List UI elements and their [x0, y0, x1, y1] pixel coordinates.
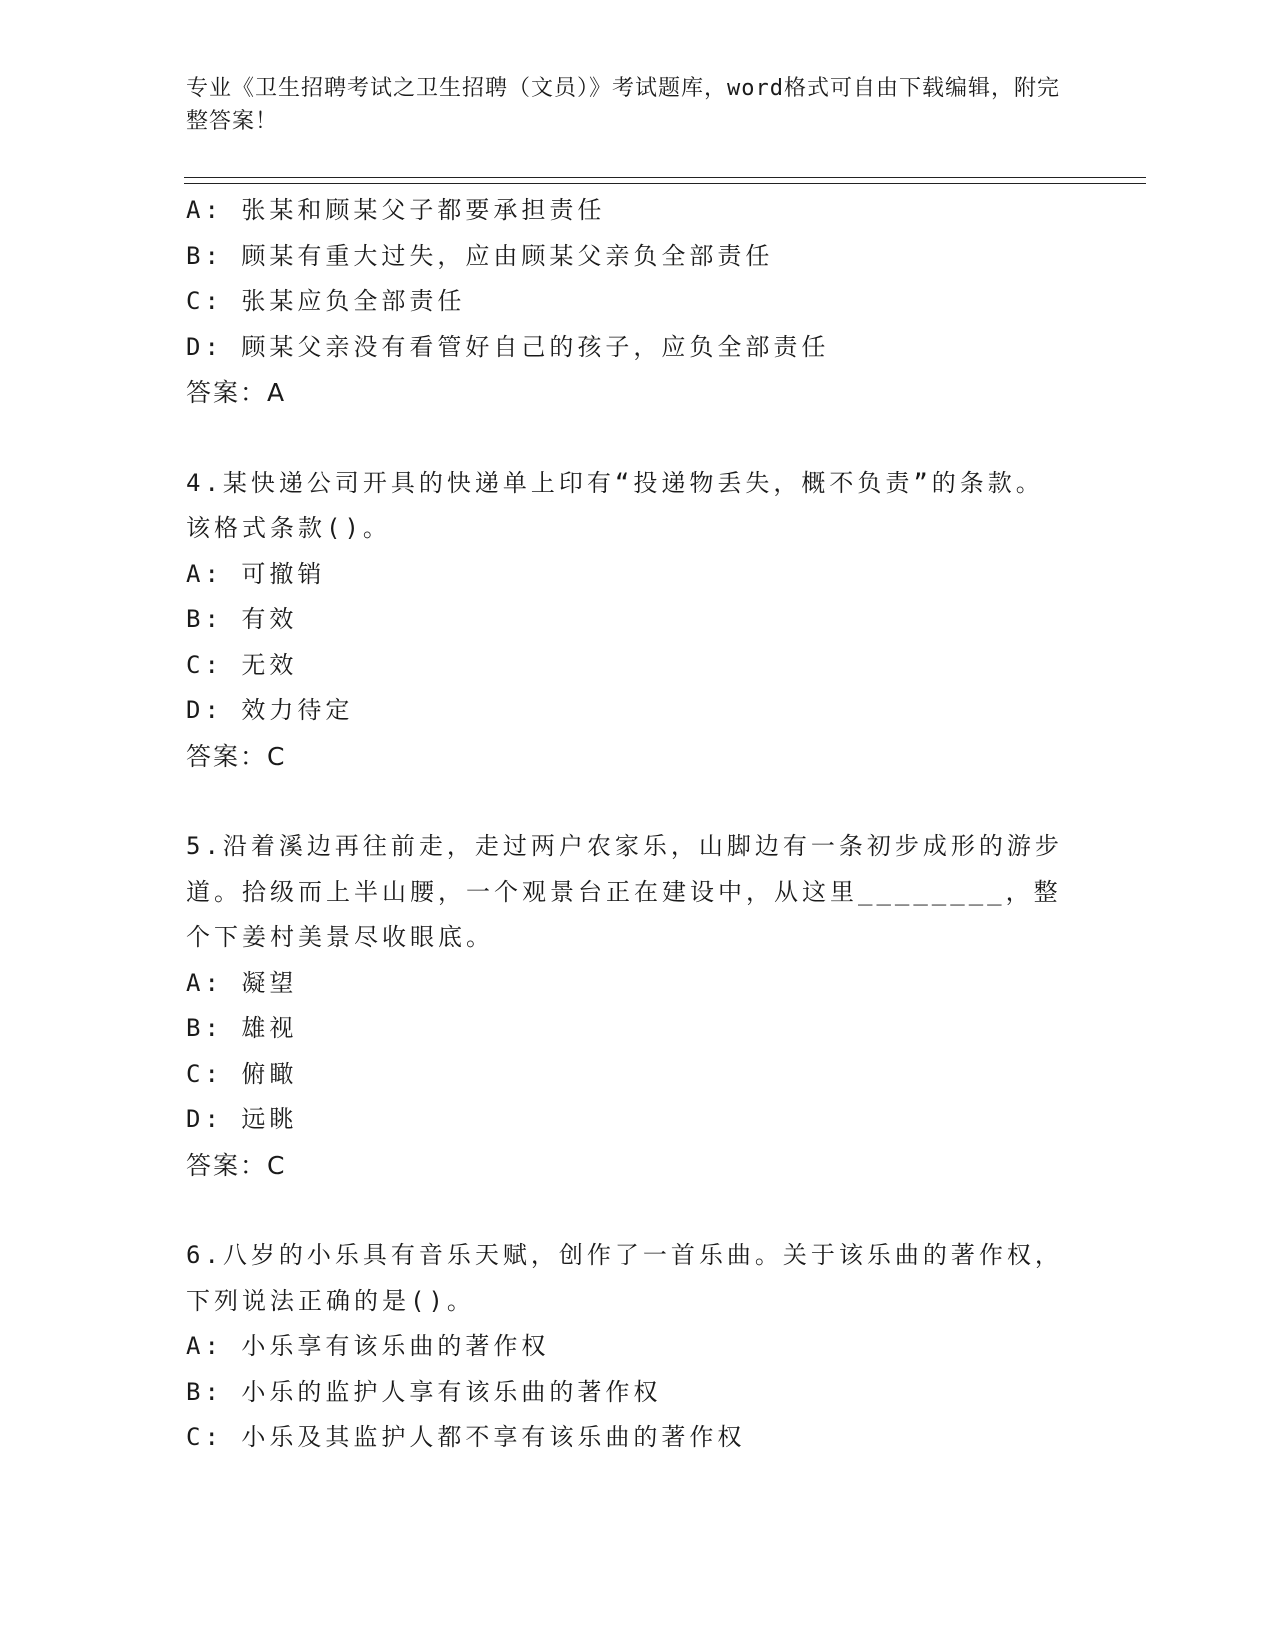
spacer	[186, 779, 1066, 824]
option-b: B: 有效	[186, 605, 298, 633]
answer-line: 答案：A	[186, 378, 287, 407]
option-b: B: 雄视	[186, 1014, 298, 1042]
option-c: C: 张某应负全部责任	[186, 287, 466, 315]
option-b: B: 小乐的监护人享有该乐曲的著作权	[186, 1377, 662, 1406]
header-divider-bottom	[184, 183, 1146, 184]
question-list	[186, 188, 1066, 1461]
question-6-block	[186, 1233, 1066, 1461]
option-a: A: 可撤销	[186, 559, 326, 588]
option-a: A: 凝望	[186, 968, 298, 997]
option-c: C: 无效	[186, 650, 298, 679]
spacer	[186, 1188, 1066, 1233]
question-4-block	[186, 461, 1066, 780]
question-3-block	[186, 188, 1066, 416]
option-a: A: 小乐享有该乐曲的著作权	[186, 1332, 550, 1360]
option-d: D: 效力待定	[186, 696, 354, 724]
option-a: A: 张某和顾某父子都要承担责任	[186, 196, 606, 224]
option-d: D: 顾某父亲没有看管好自己的孩子，应负全部责任	[186, 332, 830, 361]
option-c: C: 俯瞰	[186, 1059, 298, 1088]
spacer	[186, 416, 1066, 461]
option-b: B: 顾某有重大过失，应由顾某父亲负全部责任	[186, 241, 774, 270]
question-stem: 4.某快递公司开具的快递单上印有“投递物丢失，概不负责”的条款。该格式条款()。	[186, 468, 1044, 542]
option-d: D: 远眺	[186, 1105, 298, 1133]
question-5-block	[186, 824, 1066, 1188]
header-divider-top	[184, 177, 1146, 178]
document-header: 专业《卫生招聘考试之卫生招聘（文员）》考试题库，word格式可自由下载编辑，附完整答案！	[186, 76, 1060, 134]
answer-line: 答案：C	[186, 741, 287, 771]
question-stem: 6.八岁的小乐具有音乐天赋，创作了一首乐曲。关于该乐曲的著作权，下列说法正确的是()。	[186, 1241, 1063, 1315]
question-stem: 5.沿着溪边再往前走，走过两户农家乐，山脚边有一条初步成形的游步道。拾级而上半山腰，一个观景台正在建设中，从这里________，整个下姜村美景尽收眼底。	[186, 832, 1063, 951]
answer-line: 答案：C	[186, 1150, 287, 1180]
option-c: C: 小乐及其监护人都不享有该乐曲的著作权	[186, 1423, 746, 1451]
